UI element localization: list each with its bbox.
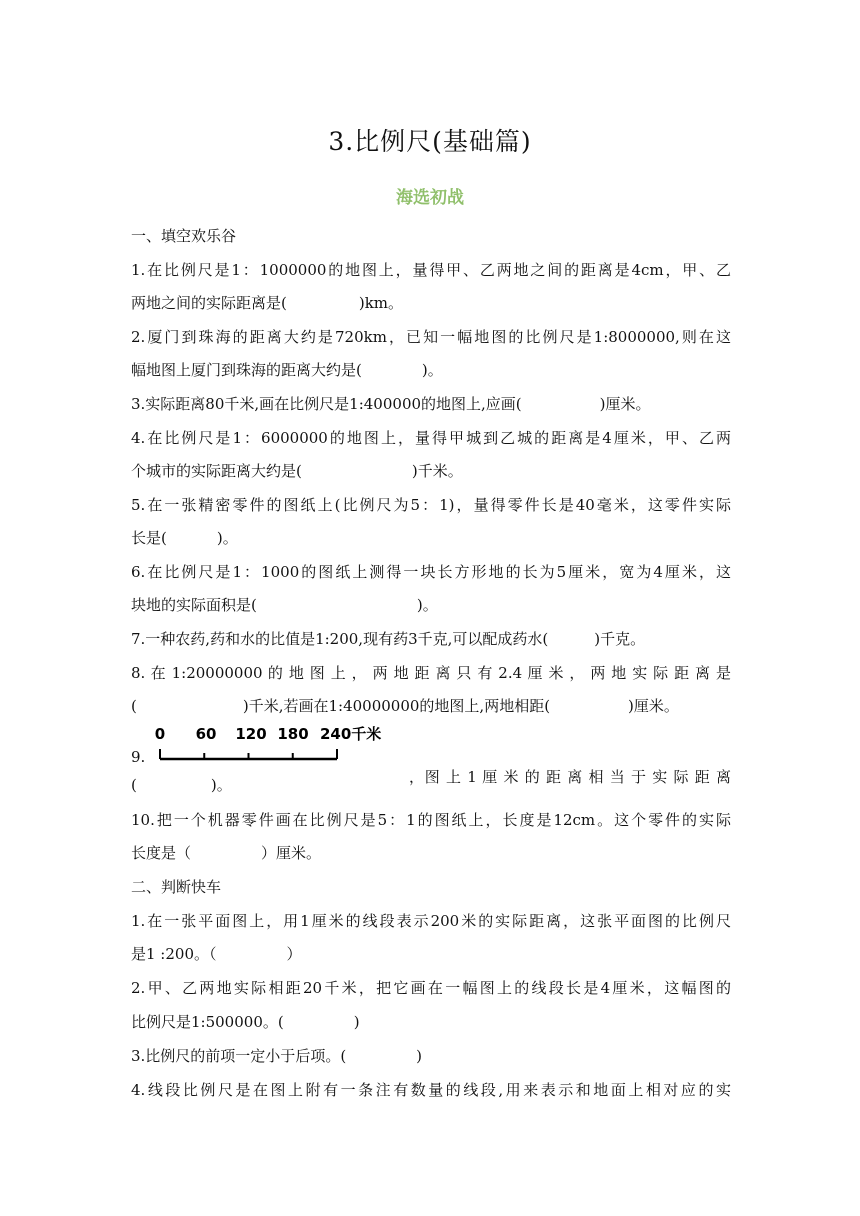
page-title: 3.比例尺(基础篇) (328, 127, 532, 156)
q5-line1: 5.在一张精密零件的图纸上(比例尺为5：1)，量得零件长是40毫米，这零件实际 (131, 496, 731, 514)
q7-line1: 7.一种农药,药和水的比值是1:200,现有药3千克,可以配成药水( )千克。 (131, 630, 646, 648)
j2-line1: 2.甲、乙两地实际相距20千米，把它画在一幅图上的线段长是4厘米，这幅图的 (131, 979, 731, 997)
q6-line1: 6.在比例尺是1：1000的图纸上测得一块长方形地的长为5厘米，宽为4厘米，这 (131, 563, 731, 581)
q9-line2: ( )。 (131, 776, 232, 794)
j2-line2: 比例尺是1:500000。( ) (131, 1013, 360, 1031)
q6-line2: 块地的实际面积是( )。 (131, 596, 438, 614)
q2-line1: 2.厦门到珠海的距离大约是720km，已知一幅地图的比例尺是1:8000000,则在这 (131, 328, 731, 346)
j3-line1: 3.比例尺的前项一定小于后项。( ) (131, 1047, 423, 1065)
j1-line1: 1.在一张平面图上，用1厘米的线段表示200米的实际距离，这张平面图的比例尺 (131, 912, 731, 930)
q8-line1: 8. 在 1:20000000 的 地 图 上 ， 两 地 距 离 只 有 2.4 厘 米 ， 两 地 实 际 距 离 是 (131, 664, 731, 682)
q4-line2: 个城市的实际距离大约是( )千米。 (131, 462, 463, 480)
scale-label-240: 240千米 (320, 725, 382, 743)
section-heading-judge: 二、判断快车 (131, 878, 222, 896)
section-subtitle: 海选初战 (396, 188, 464, 208)
scale-label-120: 120 (235, 725, 267, 743)
j4-line1: 4.线段比例尺是在图上附有一条注有数量的线段,用来表示和地面上相对应的实 (131, 1081, 731, 1099)
q1-line1: 1.在比例尺是1：1000000的地图上，量得甲、乙两地之间的距离是4cm，甲、乙 (131, 261, 731, 279)
q8-line2: ( )千米,若画在1:40000000的地图上,两地相距( )厘米。 (131, 697, 679, 715)
j1-line2: 是1 :200。（ ） (131, 945, 302, 963)
scale-label-0: 0 (154, 725, 166, 743)
q5-line2: 长是( )。 (131, 529, 238, 547)
q10-line2: 长度是（ ）厘米。 (131, 844, 322, 862)
q10-line1: 10.把一个机器零件画在比例尺是5：1的图纸上，长度是12cm。这个零件的实际 (131, 811, 731, 829)
section-heading-fill: 一、填空欢乐谷 (131, 227, 237, 245)
q3-line1: 3.实际距离80千米,画在比例尺是1:400000的地图上,应画( )厘米。 (131, 395, 651, 413)
q9-line1: 9. ，图 上 1 厘 米 的 距 离 相 当 于 实 际 距 离 (131, 748, 731, 786)
scale-label-60: 60 (195, 725, 217, 743)
q1-line2: 两地之间的实际距离是( )km。 (131, 294, 404, 312)
scale-label-180: 180 (277, 725, 309, 743)
q2-line2: 幅地图上厦门到珠海的距离大约是( )。 (131, 361, 443, 379)
q4-line1: 4.在比例尺是1：6000000的地图上，量得甲城到乙城的距离是4厘米，甲、乙两 (131, 429, 731, 447)
q9-text: ，图 上 1 厘 米 的 距 离 相 当 于 实 际 距 离 (409, 768, 731, 786)
